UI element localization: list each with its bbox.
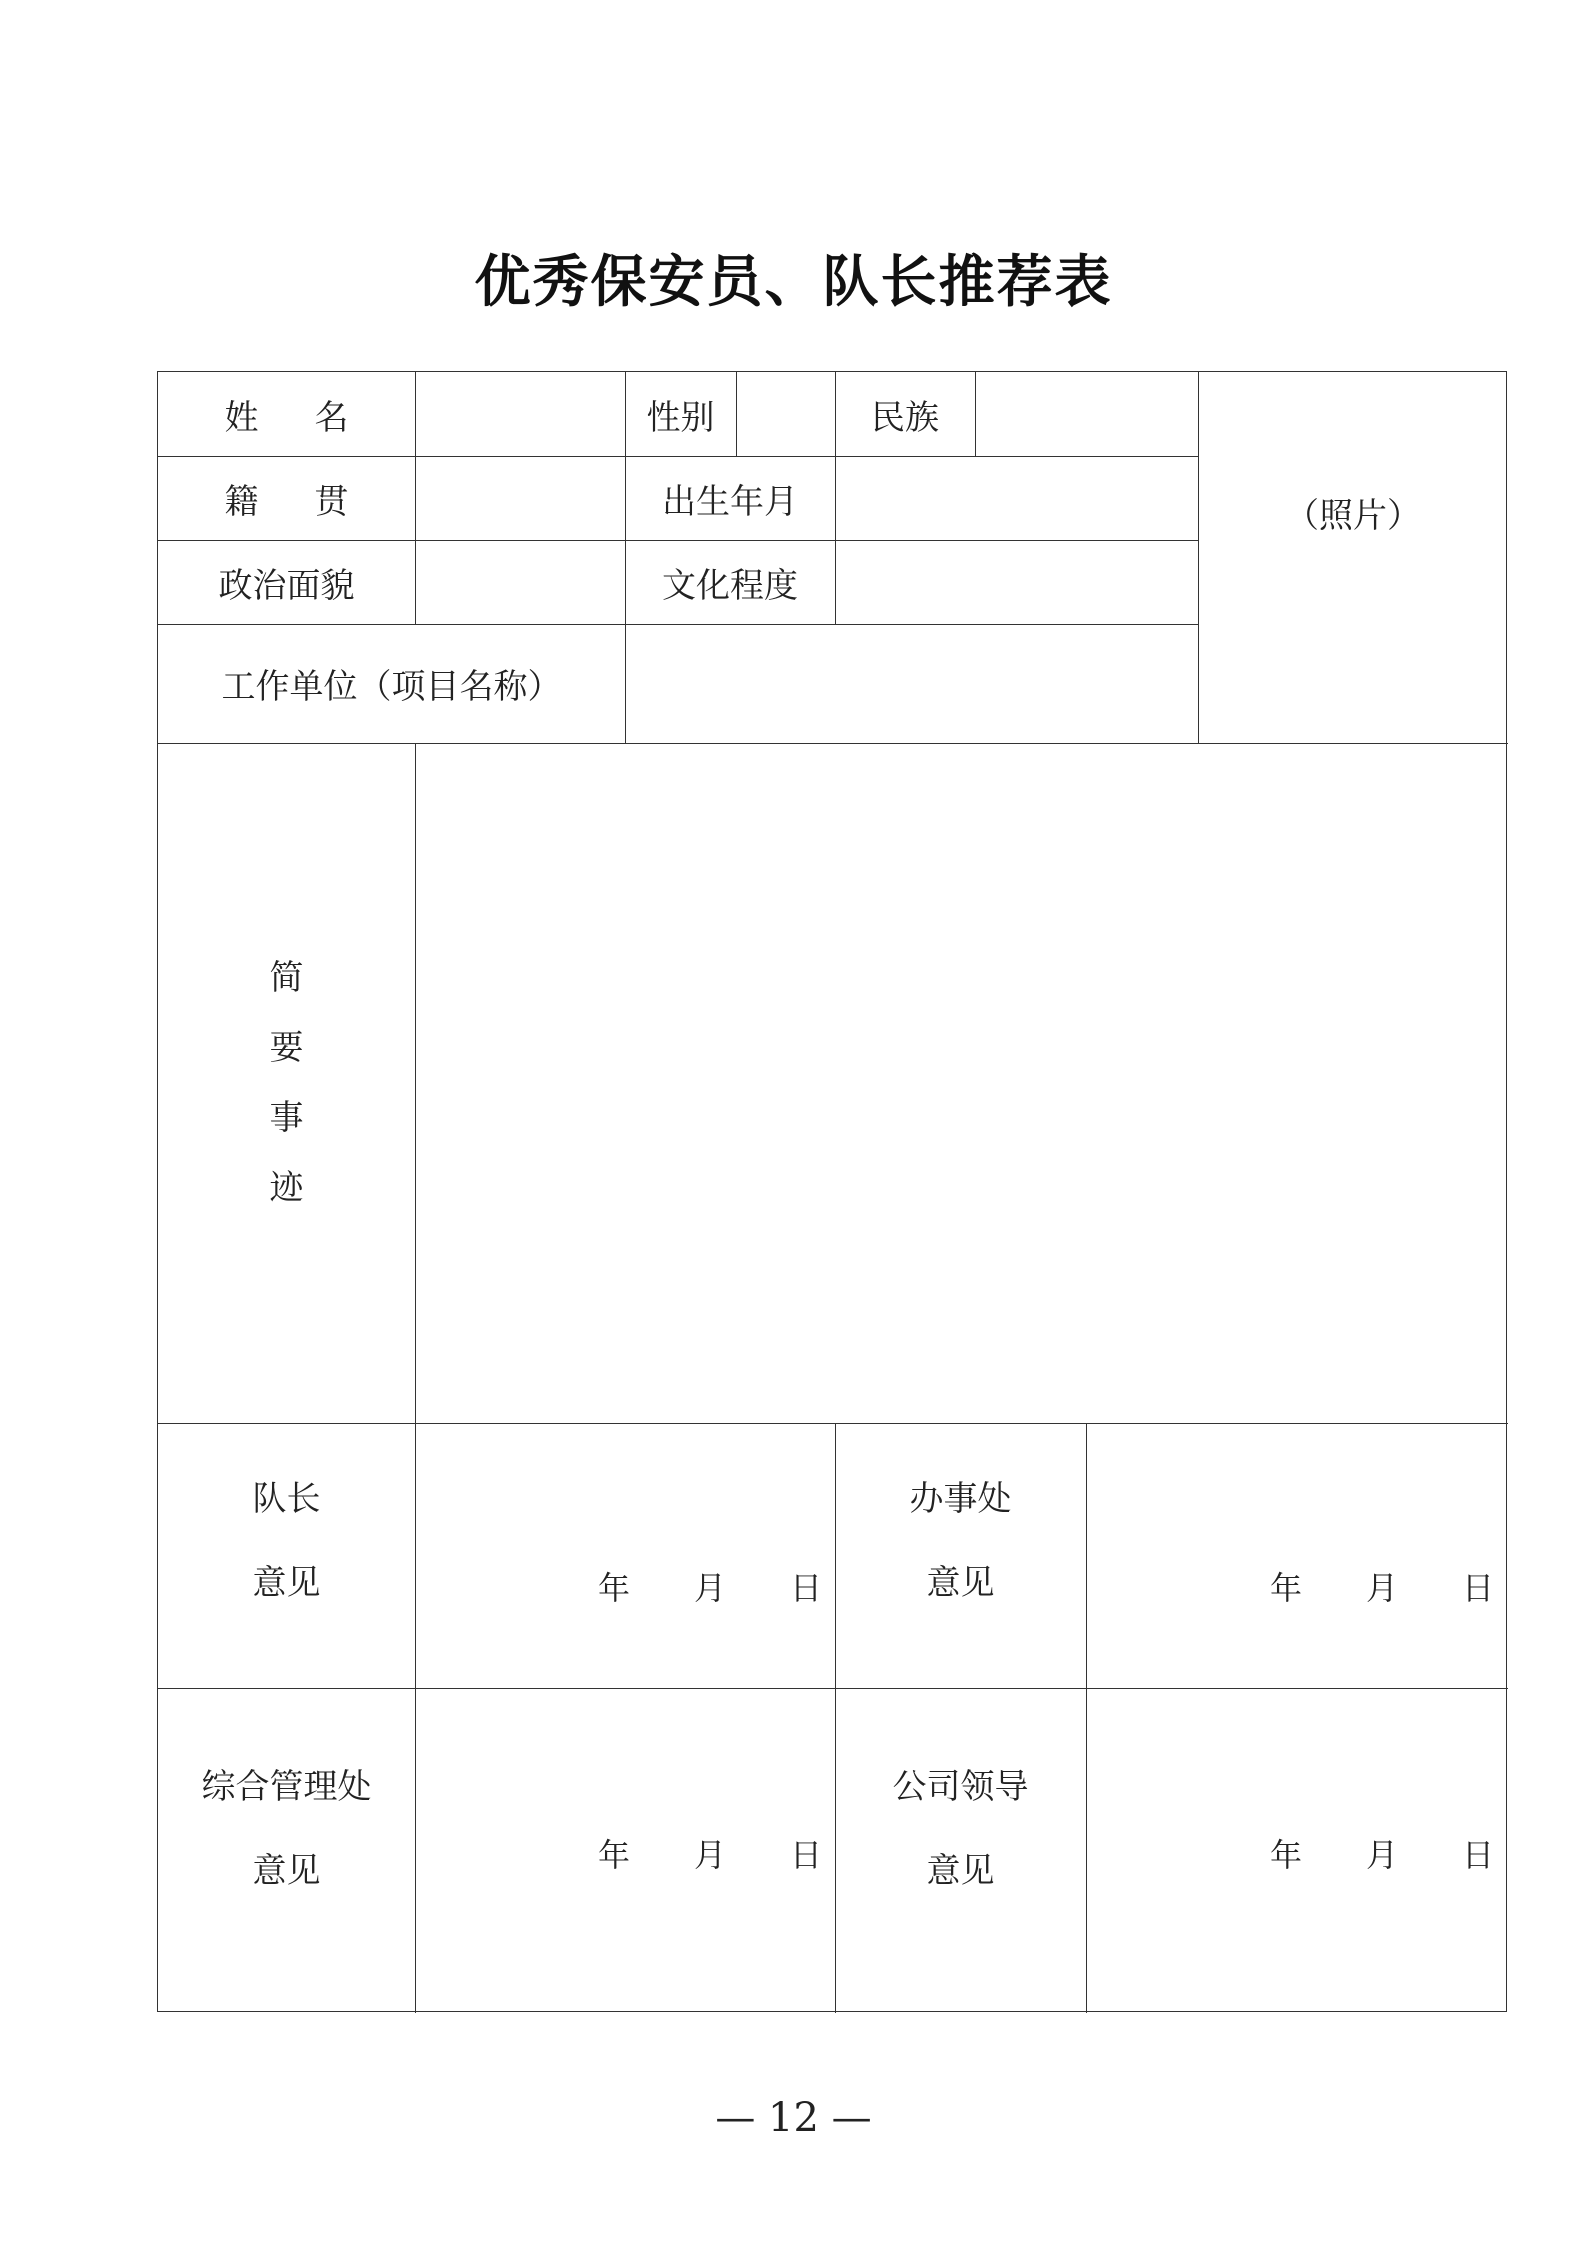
ethnicity-field[interactable] bbox=[976, 372, 1197, 456]
birth-date-field[interactable] bbox=[836, 456, 1197, 540]
leader-opinion-label: 公司领导 意见 bbox=[892, 1766, 1029, 1891]
captain-opinion-label: 队长 意见 bbox=[252, 1478, 321, 1603]
admin-opinion-label: 综合管理处 意见 bbox=[201, 1766, 372, 1891]
native-place-label: 籍贯 bbox=[224, 481, 405, 522]
deeds-label bbox=[158, 743, 415, 1423]
native-place-field[interactable] bbox=[416, 456, 624, 540]
deeds-char: 要 bbox=[269, 1028, 304, 1068]
page-number: — 12 — bbox=[715, 2095, 872, 2141]
captain-opinion-field[interactable] bbox=[416, 1424, 834, 1687]
deeds-char: 事 bbox=[269, 1098, 304, 1138]
recommendation-form-table bbox=[157, 371, 1507, 2012]
deeds-field[interactable] bbox=[416, 744, 1507, 1422]
gender-field[interactable] bbox=[737, 372, 834, 456]
office-opinion-label: 办事处 意见 bbox=[909, 1478, 1012, 1603]
political-status-label: 政治面貌 bbox=[218, 565, 355, 606]
birth-date-label: 出生年月 bbox=[662, 481, 798, 522]
captain-opinion-date: 年 月 日 bbox=[598, 1569, 823, 1607]
photo-placeholder[interactable]: （照片） bbox=[1285, 496, 1421, 536]
ethnicity-label: 民族 bbox=[871, 397, 939, 438]
deeds-char: 简 bbox=[269, 958, 304, 998]
political-status-field[interactable] bbox=[416, 540, 624, 624]
office-opinion-date: 年 月 日 bbox=[1270, 1569, 1495, 1607]
admin-opinion-date: 年 月 日 bbox=[598, 1836, 823, 1874]
page-title: 优秀保安员、队长推荐表 bbox=[474, 249, 1113, 315]
workplace-label: 工作单位（项目名称） bbox=[221, 667, 562, 707]
gender-label: 性别 bbox=[646, 397, 715, 438]
leader-opinion-date: 年 月 日 bbox=[1270, 1836, 1495, 1874]
name-label: 姓名 bbox=[224, 397, 405, 438]
workplace-field[interactable] bbox=[626, 624, 1197, 743]
office-opinion-field[interactable] bbox=[1087, 1424, 1507, 1687]
education-field[interactable] bbox=[836, 540, 1197, 624]
education-label: 文化程度 bbox=[662, 565, 798, 606]
name-field[interactable] bbox=[416, 372, 624, 456]
deeds-char: 迹 bbox=[269, 1168, 304, 1208]
